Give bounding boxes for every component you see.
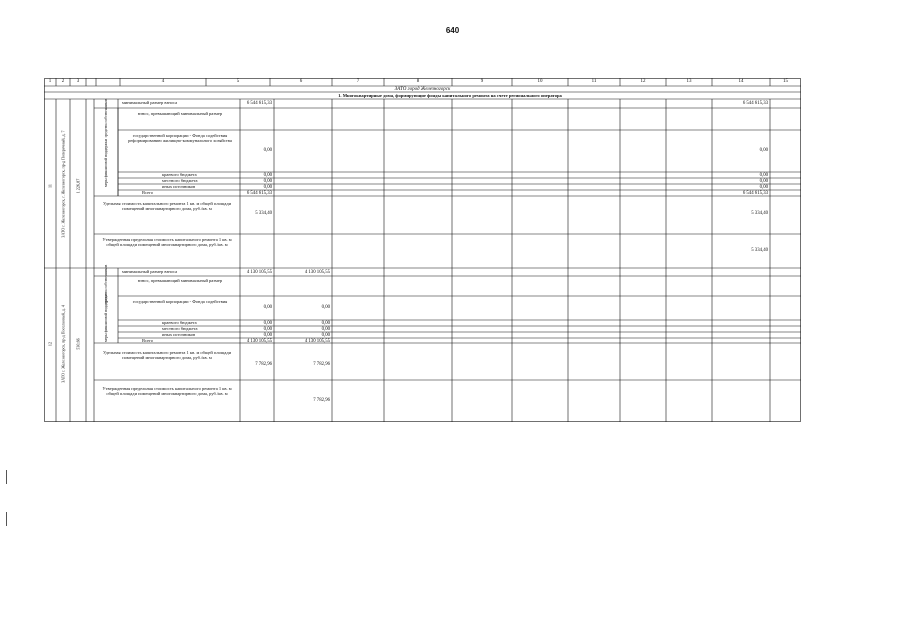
value-cell: 5 334,40: [751, 211, 768, 216]
value-cell: 4 130 105,55: [304, 338, 330, 344]
gov-corp-label: государственной корпорации - Фонда содействия реформированию жилищно-коммунального хозяйства: [128, 133, 232, 143]
value-cell: 6 544 615,33: [742, 191, 768, 196]
value-cell: 0,00: [263, 327, 272, 332]
local-budget-label: местного бюджета: [162, 326, 198, 331]
col-header-5: 5: [236, 79, 240, 84]
min-contribution-label: минимальный размер взноса: [122, 268, 178, 274]
owners-funds-label: средства собственников: [104, 98, 108, 138]
col-header-8: 8: [416, 79, 420, 84]
value-cell: 5 334,40: [255, 211, 272, 216]
house-address: ЗАТО г. Железногорск, пр-д Поселковый, д. 4: [60, 305, 66, 383]
value-cell: 7 782,96: [313, 362, 330, 367]
value-cell: 0,00: [263, 333, 272, 338]
value-cell: 4 130 105,55: [246, 338, 272, 344]
table-grid: [44, 78, 801, 422]
over-min-label: взнос, превышающий минимальный размер: [137, 278, 223, 283]
local-budget-label: местного бюджета: [162, 178, 198, 183]
col-header-11: 11: [591, 79, 597, 84]
min-contribution-label: минимальный размер взноса: [122, 100, 178, 105]
value-cell: 0,00: [263, 185, 272, 190]
over-min-label: взнос, превышающий минимальный размер: [137, 111, 223, 116]
value-cell: 0,00: [321, 333, 330, 338]
house-area: 530,66: [75, 338, 81, 350]
value-cell: 0,00: [263, 305, 272, 310]
col-header-2: 2: [61, 79, 65, 84]
limit-cost-label: Утвержденная предельная стоимость капитального ремонта 1 кв. м общей площади помещений многоквартирного дома, руб./кв. м: [102, 237, 232, 247]
value-cell: 0,00: [321, 321, 330, 326]
col-header-7: 7: [356, 79, 360, 84]
col-header-9: 9: [480, 79, 484, 84]
total-label: Всего: [142, 337, 154, 343]
total-label: Всего: [142, 190, 154, 195]
row-index: 12: [47, 341, 53, 347]
regional-budget-label: краевого бюджета: [162, 320, 197, 325]
col-header-4: 4: [161, 79, 165, 84]
value-cell: 4 130 105,55: [304, 269, 330, 275]
owners-funds-label: средства собственников: [104, 264, 108, 304]
col-header-1: 1: [48, 79, 52, 84]
limit-cost-label: Утвержденная предельная стоимость капитального ремонта 1 кв. м общей площади помещений многоквартирного дома, руб./кв. м: [102, 386, 232, 396]
value-cell: 0,00: [759, 179, 768, 184]
section-heading: 1. Многоквартирные дома, формирующие фонды капитального ремонта на счете регионального оператора: [338, 93, 562, 98]
value-cell: 7 782,96: [313, 398, 330, 403]
margin-mark: [6, 512, 7, 526]
value-cell: 0,00: [759, 173, 768, 178]
other-sources-label: иных источников: [162, 184, 196, 189]
value-cell: 0,00: [263, 179, 272, 184]
specific-cost-label: Удельная стоимость капитального ремонта 1 кв. м общей площади помещений многоквартирного дома, руб./кв. м: [102, 350, 232, 360]
regional-budget-label: краевого бюджета: [162, 172, 197, 177]
col-header-14: 14: [738, 79, 744, 84]
other-sources-label: иных источников: [162, 332, 196, 337]
municipality-heading: ЗАТО город Железногорск: [394, 86, 451, 92]
house-address: ЗАТО г. Железногорск, г. Железногорск, пр-д Поперечный, д. 7: [60, 130, 66, 238]
row-index: 11: [47, 183, 53, 189]
col-header-12: 12: [640, 79, 646, 84]
col-header-13: 13: [686, 79, 692, 84]
value-cell: 6 544 615,33: [246, 101, 272, 106]
col-header-6: 6: [299, 79, 303, 84]
support-measures-label: меры финансовой поддержки: [104, 139, 108, 187]
support-measures-label: меры финансовой поддержки: [104, 294, 108, 342]
value-cell: 0,00: [263, 148, 272, 153]
col-header-3: 3: [76, 79, 80, 84]
specific-cost-label: Удельная стоимость капитального ремонта 1 кв. м общей площади помещений многоквартирного дома, руб./кв. м: [102, 201, 232, 211]
col-header-15: 15: [783, 79, 788, 84]
value-cell: 7 782,96: [255, 362, 272, 367]
value-cell: 5 334,40: [751, 248, 768, 253]
value-cell: 0,00: [321, 305, 330, 310]
value-cell: 6 544 615,33: [742, 101, 768, 106]
gov-corp-label: государственной корпорации - Фонда содействия: [132, 299, 228, 304]
value-cell: 4 130 105,55: [246, 269, 272, 275]
value-cell: 0,00: [263, 173, 272, 178]
capital-repair-table: [44, 78, 801, 422]
col-header-10: 10: [537, 79, 543, 84]
value-cell: 0,00: [759, 148, 768, 153]
value-cell: 0,00: [759, 185, 768, 190]
margin-mark: [6, 470, 7, 484]
house-area: 1 226,87: [75, 178, 81, 194]
value-cell: 6 544 615,33: [246, 191, 272, 196]
page-number: 640: [445, 26, 460, 35]
value-cell: 0,00: [263, 321, 272, 326]
value-cell: 0,00: [321, 327, 330, 332]
